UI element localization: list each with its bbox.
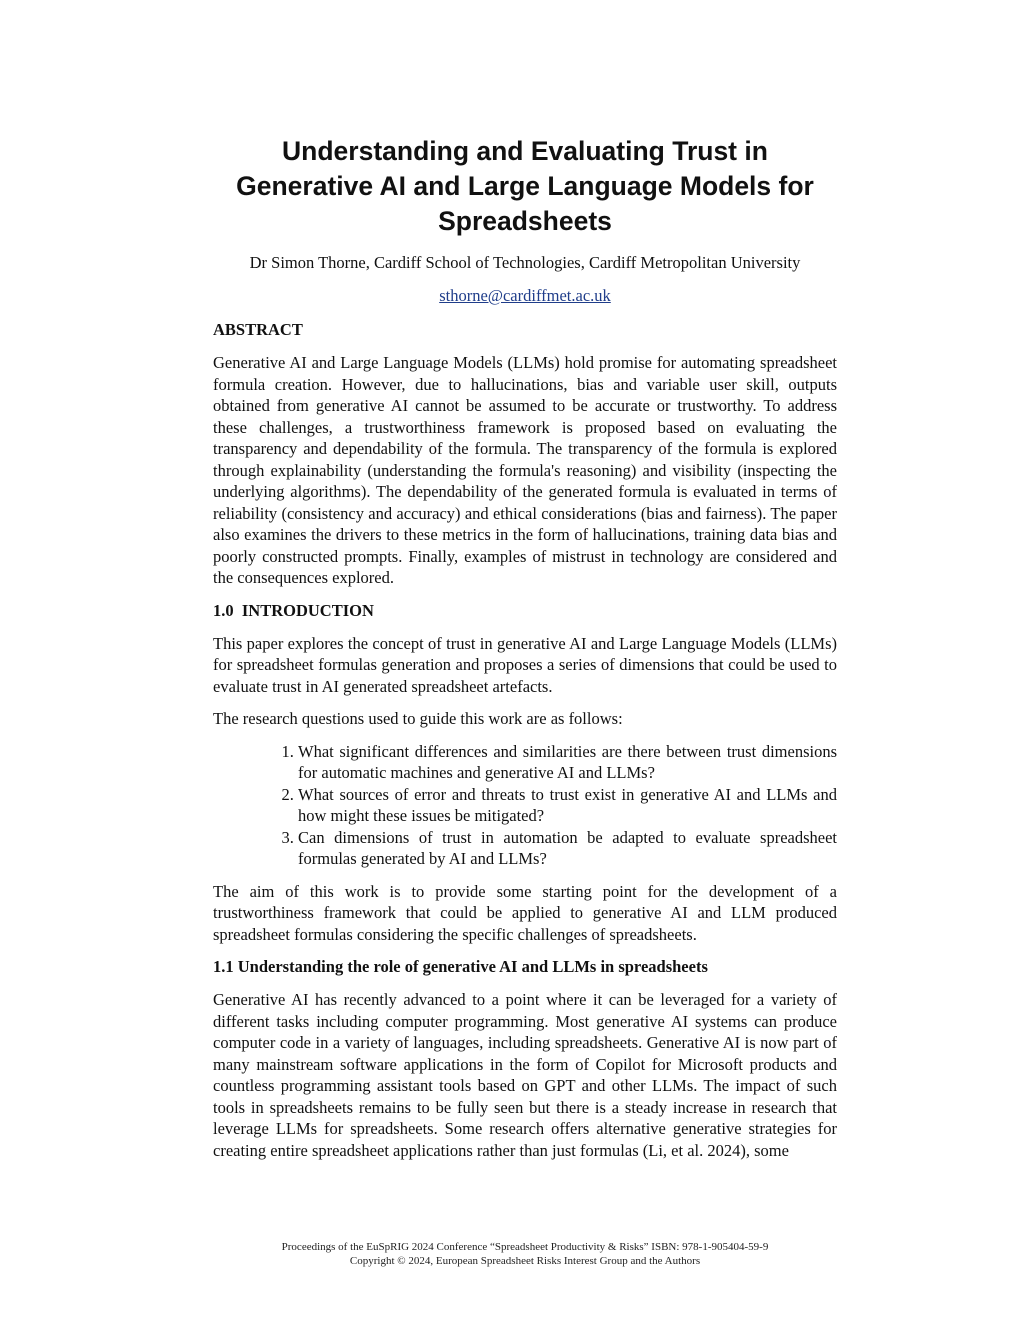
abstract-text: Generative AI and Large Language Models (LLMs) hold promise for automating spreadsheet formula creation. However, due to hallucinations, bias and variable user skill, outputs obtained from generative AI cannot be assumed to be accurate or trustworthy. To address these challenges, a trustworthiness framework is proposed based on evaluating the transparency and dependability of the formula. The transparency of the formula is explored through explainability (understanding the formula's reasoning) and visibility (inspecting the underlying algorithms). The dependability of the generated formula is evaluated in terms of reliability (consistency and accuracy) and ethical considerations (bias and fairness). The paper also examines the drivers to these metrics in the form of hallucinations, training data bias and poorly constructed prompts. Finally, examples of mistrust in technology are considered and the consequences explored. (213, 353, 837, 587)
page-content (213, 134, 837, 1172)
list-item: 3. Can dimensions of trust in automation be adapted to evaluate spreadsheet formulas generated by AI and LLMs? (298, 827, 837, 870)
list-item: 2. What sources of error and threats to trust exist in generative AI and LLMs and how might these issues be mitigated? (298, 784, 837, 827)
author-email (213, 285, 837, 307)
page-footer (0, 1240, 1024, 1268)
footer-proceedings: Proceedings of the EuSpRIG 2024 Conference “Spreadsheet Productivity & Risks” ISBN: 978-1-905404-59-9 (281, 1241, 769, 1253)
abstract-heading: ABSTRACT (213, 320, 303, 339)
author-line: Dr Simon Thorne, Cardiff School of Technologies, Cardiff Metropolitan University (249, 253, 801, 272)
list-item: 1. What significant differences and similarities are there between trust dimensions for automatic machines and generative AI and LLMs? (298, 741, 837, 784)
section-1-1-heading: 1.1 Understanding the role of generative AI and LLMs in spreadsheets (213, 957, 708, 976)
footer-copyright: Copyright © 2024, European Spreadsheet Risks Interest Group and the Authors (349, 1255, 701, 1267)
paper-title: Understanding and Evaluating Trust in Generative AI and Large Language Models for Spreadsheets (236, 136, 814, 236)
research-questions-list (213, 741, 837, 870)
introduction-paragraph-2: The research questions used to guide this work are as follows: (213, 709, 623, 728)
introduction-paragraph-3: The aim of this work is to provide some starting point for the development of a trustworthiness framework that could be applied to generative AI and LLM produced spreadsheet formulas considering the specific challenges of spreadsheets. (213, 881, 837, 944)
section-1-1-paragraph-1: Generative AI has recently advanced to a point where it can be leveraged for a variety of different tasks including computer programming. Most generative AI systems can produce computer code in a variety of languages, including spreadsheets. Generative AI is now part of many mainstream software applications in the form of Copilot for Microsoft products and countless programming assistant tools based on GPT and other LLMs. The impact of such tools in spreadsheets remains to be fully seen but there is a steady increase in research that leverage LLMs for spreadsheets. Some research offers alternative generative strategies for creating entire spreadsheet applications rather than just formulas (Li, et al. 2024), some (213, 990, 837, 1160)
email-link[interactable]: sthorne@cardiffmet.ac.uk (439, 286, 611, 305)
introduction-heading: 1.0 INTRODUCTION (213, 600, 374, 620)
introduction-paragraph-1: This paper explores the concept of trust in generative AI and Large Language Models (LLMs) for spreadsheet formulas generation and proposes a series of dimensions that could be used to evaluate trust in AI generated spreadsheet artefacts. (213, 633, 837, 696)
